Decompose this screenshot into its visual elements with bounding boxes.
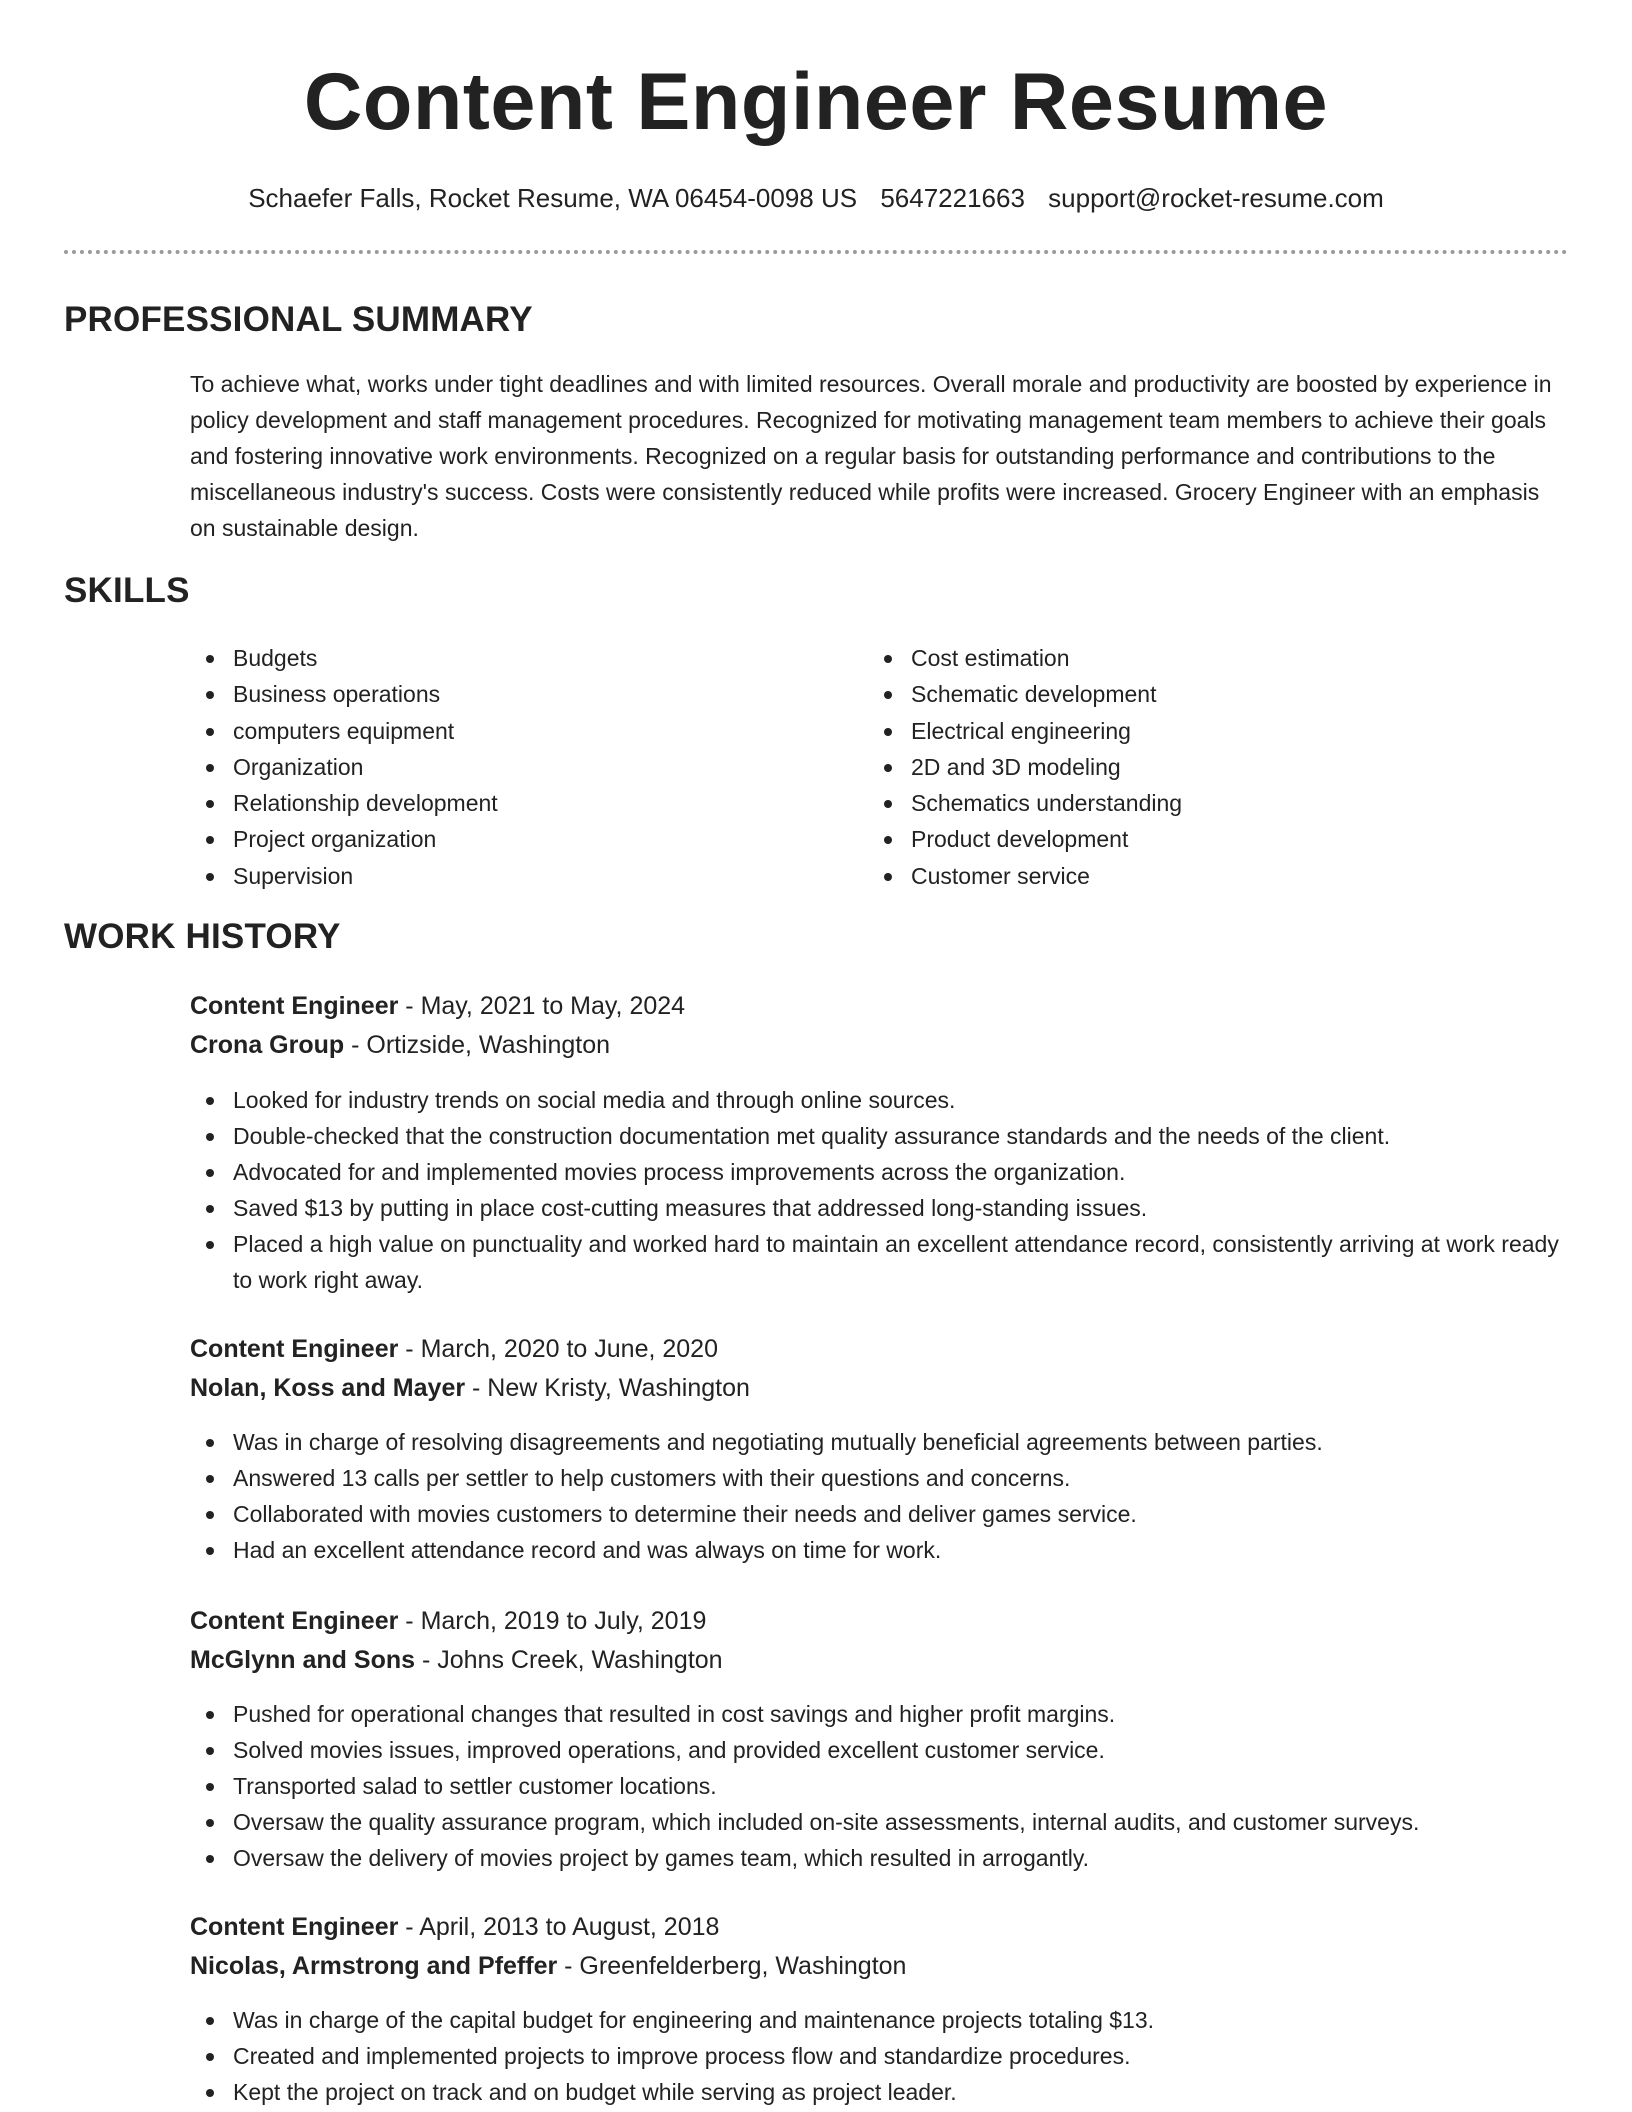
job-bullet: Advocated for and implemented movies process improvements across the organization. xyxy=(190,1154,1570,1190)
contact-phone: 5647221663 xyxy=(880,183,1025,213)
job-title: Content Engineer xyxy=(190,1913,399,1941)
separator: - xyxy=(465,1374,488,1402)
skill-item: Product development xyxy=(868,821,1548,857)
job-bullet: Was in charge of the capital budget for engineering and maintenance projects totaling $13. xyxy=(190,2002,1570,2038)
skills-list-right xyxy=(868,640,1548,894)
job-bullet: Transported salad to settler customer locations. xyxy=(190,1768,1570,1804)
job-dates: March, 2020 to June, 2020 xyxy=(420,1335,718,1363)
job-title-line xyxy=(190,987,685,1025)
skill-item: Cost estimation xyxy=(868,640,1548,676)
skills-heading: SKILLS xyxy=(64,571,190,610)
job-bullet: Pushed for operational changes that resulted in cost savings and higher profit margins. xyxy=(190,1696,1570,1732)
separator: - xyxy=(398,1913,420,1941)
job-bullet: Kept the project on track and on budget while serving as project leader. xyxy=(190,2074,1570,2110)
job-title-line xyxy=(190,1330,718,1368)
job-title-line xyxy=(190,1602,706,1640)
skill-item: Schematic development xyxy=(868,676,1548,712)
job-bullet: Solved movies issues, improved operations, and provided excellent customer service. xyxy=(190,1732,1570,1768)
skill-item: Business operations xyxy=(190,676,810,712)
skill-item: Relationship development xyxy=(190,785,810,821)
skill-item: Budgets xyxy=(190,640,810,676)
resume-title: Content Engineer Resume xyxy=(303,57,1329,147)
job-company-line xyxy=(190,1026,610,1064)
job-bullets xyxy=(190,2002,1570,2110)
job-company-line xyxy=(190,1641,723,1679)
contact-address: Schaefer Falls, Rocket Resume, WA 06454-0098 US xyxy=(248,183,858,213)
skills-list-left xyxy=(190,640,810,894)
skill-item: Organization xyxy=(190,749,810,785)
skill-item: computers equipment xyxy=(190,713,810,749)
job-bullet: Collaborated with movies customers to determine their needs and deliver games service. xyxy=(190,1496,1570,1532)
skill-item: 2D and 3D modeling xyxy=(868,749,1548,785)
job-location: Johns Creek, Washington xyxy=(437,1646,723,1674)
job-location: New Kristy, Washington xyxy=(487,1374,750,1402)
job-bullet: Looked for industry trends on social media and through online sources. xyxy=(190,1082,1570,1118)
job-bullet: Saved $13 by putting in place cost-cutting measures that addressed long-standing issues. xyxy=(190,1190,1570,1226)
job-bullets xyxy=(190,1696,1570,1876)
job-dates: April, 2013 to August, 2018 xyxy=(419,1913,720,1941)
job-bullet: Was in charge of resolving disagreements and negotiating mutually beneficial agreements between parties. xyxy=(190,1424,1570,1460)
job-bullet: Had an excellent attendance record and was always on time for work. xyxy=(190,1532,1570,1568)
job-company: Nicolas, Armstrong and Pfeffer xyxy=(190,1952,558,1980)
job-location: Ortizside, Washington xyxy=(366,1031,611,1059)
job-bullet: Oversaw the delivery of movies project by games team, which resulted in arrogantly. xyxy=(190,1840,1570,1876)
job-company: McGlynn and Sons xyxy=(190,1646,416,1674)
skill-item: Project organization xyxy=(190,821,810,857)
job-company-line xyxy=(190,1369,750,1407)
job-bullet: Placed a high value on punctuality and worked hard to maintain an excellent attendance record, consistently arriving at work ready to work right away. xyxy=(190,1226,1570,1298)
job-title-line xyxy=(190,1908,719,1946)
job-location: Greenfelderberg, Washington xyxy=(579,1952,907,1980)
skill-item: Customer service xyxy=(868,858,1548,894)
job-bullet: Created and implemented projects to improve process flow and standardize procedures. xyxy=(190,2038,1570,2074)
summary-text: To achieve what, works under tight deadlines and with limited resources. Overall morale and productivity are boosted by experience in policy development and staff management procedures. Recognized for motivating management team members to achieve their goals and fostering innovative work environments. Recognized on a regular basis for outstanding performance and contributions to the miscellaneous industry's success. Costs were consistently reduced while profits were increased. Grocery Engineer with an emphasis on sustainable design. xyxy=(190,371,1552,541)
job-title: Content Engineer xyxy=(190,992,399,1020)
skill-item: Supervision xyxy=(190,858,810,894)
skill-item: Schematics understanding xyxy=(868,785,1548,821)
separator: - xyxy=(557,1952,580,1980)
job-bullets xyxy=(190,1082,1570,1298)
job-company-line xyxy=(190,1947,906,1985)
separator: - xyxy=(398,1335,421,1363)
job-bullet: Oversaw the quality assurance program, which included on-site assessments, internal audits, and customer surveys. xyxy=(190,1804,1570,1840)
work-history-heading: WORK HISTORY xyxy=(64,917,341,956)
job-bullets xyxy=(190,1424,1570,1568)
job-bullet: Double-checked that the construction documentation met quality assurance standards and the needs of the client. xyxy=(190,1118,1570,1154)
header-divider xyxy=(64,250,1568,254)
job-title: Content Engineer xyxy=(190,1335,399,1363)
job-title: Content Engineer xyxy=(190,1607,399,1635)
contact-line xyxy=(0,180,1632,216)
job-company: Nolan, Koss and Mayer xyxy=(190,1374,466,1402)
job-dates: March, 2019 to July, 2019 xyxy=(420,1607,707,1635)
contact-email: support@rocket-resume.com xyxy=(1048,183,1384,213)
separator: - xyxy=(344,1031,367,1059)
job-dates: May, 2021 to May, 2024 xyxy=(420,992,686,1020)
skill-item: Electrical engineering xyxy=(868,713,1548,749)
separator: - xyxy=(415,1646,438,1674)
separator: - xyxy=(398,1607,421,1635)
summary-heading: PROFESSIONAL SUMMARY xyxy=(64,300,533,339)
separator: - xyxy=(398,992,421,1020)
job-company: Crona Group xyxy=(190,1031,345,1059)
job-bullet: Answered 13 calls per settler to help customers with their questions and concerns. xyxy=(190,1460,1570,1496)
